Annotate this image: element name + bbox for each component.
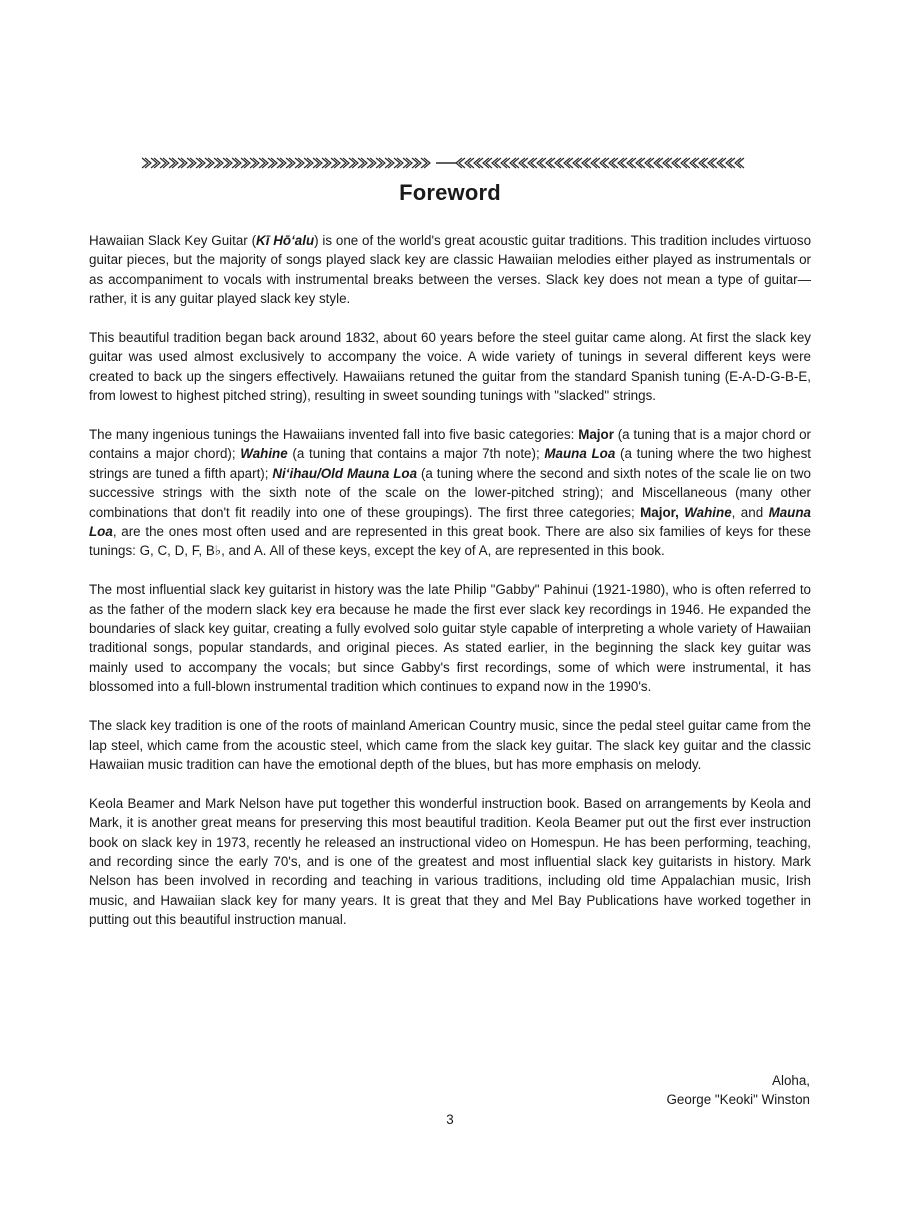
ornament-chevron	[726, 158, 735, 168]
signoff-greeting: Aloha,	[772, 1073, 810, 1088]
ornament-chevron	[322, 158, 331, 168]
ornament-chevron	[582, 158, 591, 168]
emphasis-text: Mauna Loa	[544, 446, 616, 462]
ornament-chevron	[286, 158, 295, 168]
ornament-chevron	[412, 158, 421, 168]
page-title: Foreword	[399, 180, 501, 205]
emphasis-text: Major	[578, 427, 614, 443]
ornament-chevron	[376, 158, 385, 168]
ornament-chevron	[546, 158, 555, 168]
ornament-left-chevrons	[142, 158, 430, 168]
emphasis-text: Ni‘ihau/Old Mauna Loa	[272, 465, 418, 481]
ornament-chevron	[394, 158, 403, 168]
ornament-chevron	[367, 158, 376, 168]
ornament-chevron	[205, 158, 214, 168]
ornament-chevron	[169, 158, 178, 168]
paragraph	[89, 716, 811, 774]
paragraph-text: , are the ones most often used and are represented in this great book. There are also six families of keys for these tunings: G, C, D, F, B♭, and A. All of these keys, except the key of A, are represented in this book.	[89, 524, 811, 559]
ornament-chevron	[421, 158, 430, 168]
ornament-chevron	[403, 158, 412, 168]
ornament-chevron	[627, 158, 636, 168]
paragraph-text: (a tuning where the second and sixth notes of the scale lie on two successive strings with the sixth note of the scale on the lower-pitched string); and Miscellaneous (many other combinations that don't fit readily into one of these groupings). The first three categories;	[89, 465, 811, 520]
ornament-chevron	[501, 158, 510, 168]
paragraph-text: (a tuning that is a major chord or contains a major chord);	[89, 427, 811, 462]
ornament-chevron	[196, 158, 205, 168]
paragraph	[89, 794, 811, 930]
ornament-chevron	[250, 158, 259, 168]
ornament-right-chevrons	[456, 158, 744, 168]
signoff	[667, 1071, 810, 1110]
ornament-chevron	[735, 158, 744, 168]
ornament-chevron	[690, 158, 699, 168]
paragraph-text: The many ingenious tunings the Hawaiians invented fall into five basic categories:	[89, 427, 579, 443]
ornament-chevron	[151, 158, 160, 168]
ornament-chevron	[564, 158, 573, 168]
paragraph-text: The most influential slack key guitarist in history was the late Philip "Gabby" Pahinui (1921-1980), who is often referred to as the father of the modern slack key era because he made the first ever slack key recordings in 1946. He expanded the boundaries of slack key guitar, creating a fully evolved solo guitar style capable of interpreting a whole variety of Hawaiian traditional songs, popular standards, and original pieces. As stated earlier, in the beginning the slack key guitar was mainly used to accompany the vocals; but since Gabby's first recordings, some of which were instrumental, it has blossomed into a full-blown instrumental tradition which continues to expand now in the 1990's.	[89, 582, 811, 695]
ornament-chevron	[223, 158, 232, 168]
paragraph-text: This beautiful tradition began back around 1832, about 60 years before the steel guitar came along. At first the slack key guitar was used almost exclusively to accompany the voice. A wide variety of tunings in several different keys were created to back up the singers effectively. Hawaiians retuned the guitar from the standard Spanish tuning (E-A-D-G-B-E, from lowest to highest pitched string), resulting in sweet sounding tunings with "slacked" strings.	[89, 330, 811, 404]
ornament-chevron	[483, 158, 492, 168]
ornament-chevron	[277, 158, 286, 168]
ornament-chevron	[160, 158, 169, 168]
ornament-chevron	[456, 158, 465, 168]
paragraph-text: (a tuning where the two highest strings are tuned a fifth apart);	[89, 446, 811, 481]
ornament-chevron	[385, 158, 394, 168]
foreword-body	[89, 231, 811, 949]
ornament-chevron	[573, 158, 582, 168]
ornament-chevron	[591, 158, 600, 168]
ornament-chevron	[304, 158, 313, 168]
paragraph-text: ) is one of the world's great acoustic guitar traditions. This tradition includes virtuoso guitar pieces, but the majority of songs played slack key are classic Hawaiian melodies either played as instrumentals or as accompaniment to vocals with instrumental breaks between the verses. Slack key does not mean a type of guitar—rather, it is any guitar played slack key style.	[89, 233, 812, 307]
ornament-chevron	[340, 158, 349, 168]
ornament-chevron	[187, 158, 196, 168]
ornament-chevron	[492, 158, 501, 168]
ornament-chevron	[663, 158, 672, 168]
page-number: 3	[446, 1112, 454, 1127]
emphasis-text: Kī Hō‘alu	[256, 233, 315, 248]
ornament-chevron	[510, 158, 519, 168]
ornament-chevron	[178, 158, 187, 168]
ornament-chevron	[232, 158, 241, 168]
paragraph-text: , and	[731, 504, 769, 520]
paragraph-text: The slack key tradition is one of the roots of mainland American Country music, since the pedal steel guitar came from the lap steel, which came from the acoustic steel, which came from the slack key guitar. The slack key guitar and the classic Hawaiian music tradition can have the emotional depth of the blues, but has more emphasis on melody.	[89, 718, 811, 772]
paragraph-text: (a tuning that contains a major 7th note);	[287, 446, 545, 462]
ornament-chevron	[295, 158, 304, 168]
ornament-chevron	[528, 158, 537, 168]
ornament-chevron	[519, 158, 528, 168]
ornament-chevron	[474, 158, 483, 168]
ornament-chevron	[618, 158, 627, 168]
ornament-chevron	[465, 158, 474, 168]
ornament-chevron	[214, 158, 223, 168]
ornament-chevron	[268, 158, 277, 168]
ornament-chevron	[241, 158, 250, 168]
ornament-chevron	[537, 158, 546, 168]
ornament-chevron	[699, 158, 708, 168]
ornament-chevron	[672, 158, 681, 168]
emphasis-text: Wahine	[240, 446, 288, 462]
emphasis-text: Mauna Loa	[89, 504, 811, 540]
ornament-chevron	[349, 158, 358, 168]
ornament-chevron	[259, 158, 268, 168]
ornament-chevron	[555, 158, 564, 168]
ornament-chevron	[358, 158, 367, 168]
ornament-chevron	[142, 158, 151, 168]
paragraph-text: Hawaiian Slack Key Guitar (	[89, 233, 257, 248]
paragraph	[89, 231, 811, 309]
ornament-chevron	[654, 158, 663, 168]
ornament-chevron	[331, 158, 340, 168]
ornament-chevron	[717, 158, 726, 168]
ornament-chevron	[645, 158, 654, 168]
paragraph-text: Keola Beamer and Mark Nelson have put together this wonderful instruction book. Based on arrangements by Keola and Mark, it is another great means for preserving this most beautiful tradition. Keola Beamer put out the first ever instruction book on slack key in 1973, recently he released an instructional video on Homespun. He has been performing, teaching, and recording since the early 70's, and is one of the greatest and most influential slack key guitarists in history. Mark Nelson has been involved in recording and teaching in various traditions, including old time Appalachian music, Irish music, and Hawaiian slack key for many years. It is great that they and Mel Bay Publications have worked together in putting out this beautiful instruction manual.	[89, 795, 811, 928]
paragraph	[89, 580, 811, 696]
ornament-chevron	[313, 158, 322, 168]
decorative-ornament	[140, 156, 752, 170]
ornament-chevron	[708, 158, 717, 168]
ornament-chevron	[681, 158, 690, 168]
paragraph	[89, 425, 811, 561]
ornament-chevron	[600, 158, 609, 168]
ornament-chevron	[636, 158, 645, 168]
signoff-name: George "Keoki" Winston	[666, 1092, 810, 1108]
emphasis-text: Major,	[640, 504, 685, 520]
paragraph	[89, 328, 811, 406]
emphasis-text: Wahine	[684, 504, 732, 520]
ornament-chevron	[609, 158, 618, 168]
